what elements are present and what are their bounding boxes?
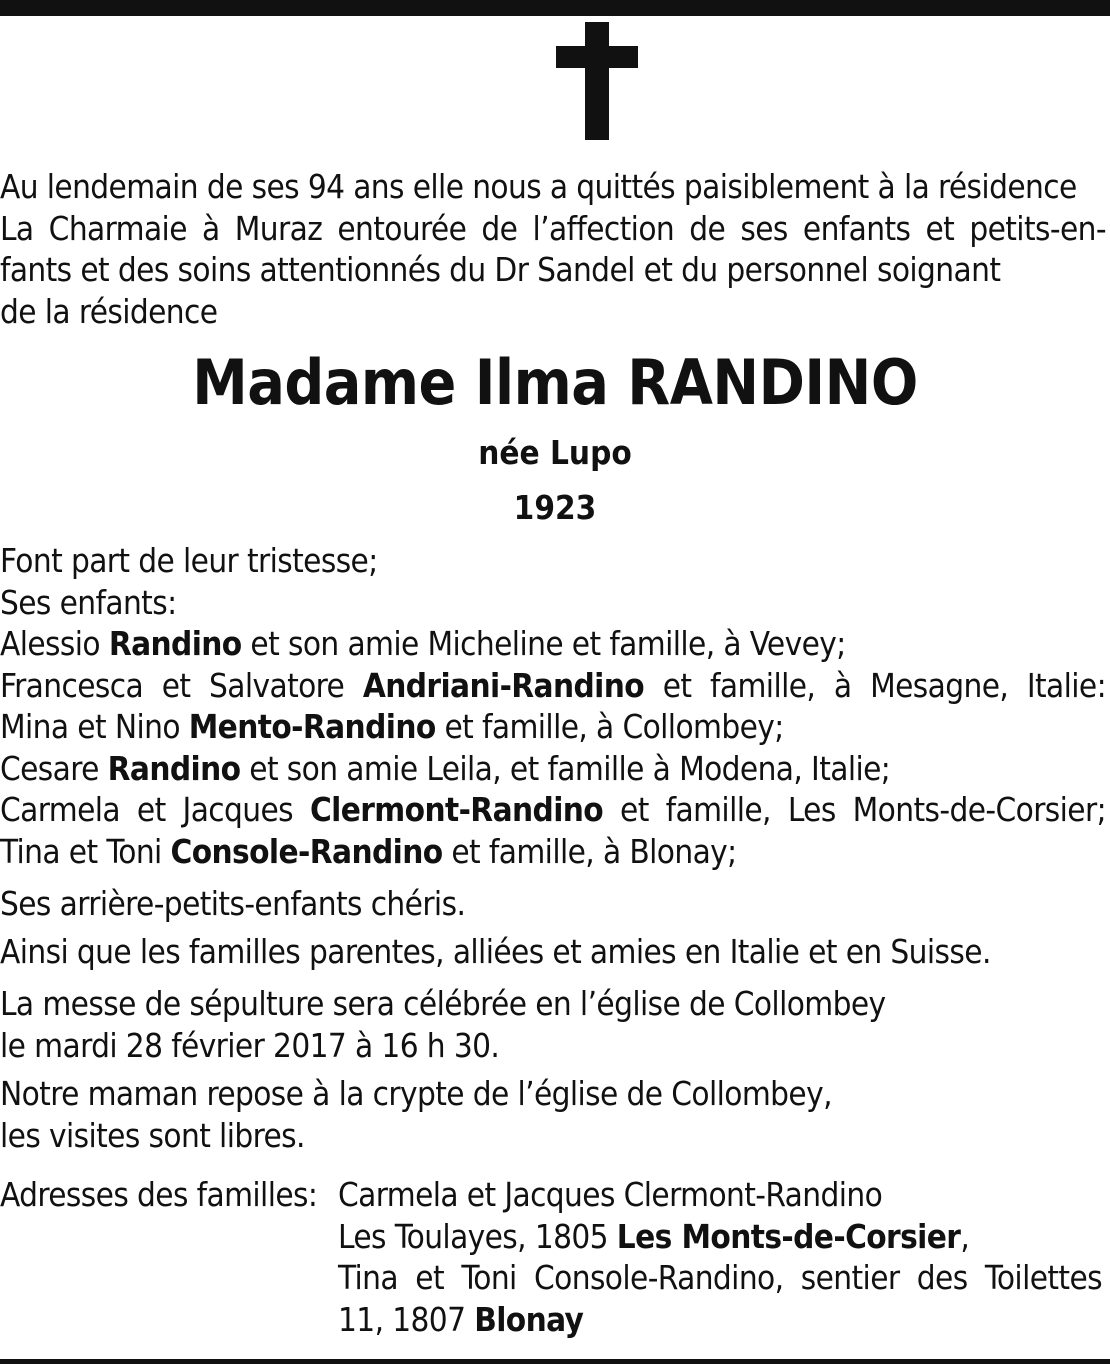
- intro-line: de la résidence: [0, 291, 218, 331]
- intro-paragraph: [0, 166, 1106, 332]
- relatives-line: Ainsi que les familles parentes, alliées et amies en Italie et en Suisse.: [0, 932, 991, 971]
- cross-icon: [556, 22, 638, 140]
- address-line: Les Toulayes, 1805 Les Monts-de-Corsier,: [338, 1216, 970, 1256]
- rest-line: les visites sont libres.: [0, 1115, 305, 1155]
- address-line: Carmela et Jacques Clermont-Randino: [338, 1175, 883, 1214]
- child-entry: Tina et Toni Console-Randino et famille, à Blonay;: [0, 831, 737, 871]
- rest-paragraph: [0, 1073, 1106, 1156]
- mass-paragraph: [0, 983, 1106, 1066]
- great-grandchildren-line: Ses arrière-petits-enfants chéris.: [0, 884, 466, 923]
- birth-year: 1923: [513, 488, 597, 527]
- mass-line: La messe de sépulture sera célébrée en l’église de Collombey: [0, 984, 886, 1023]
- addresses-block: [338, 1174, 1102, 1340]
- intro-line: Au lendemain de ses 94 ans elle nous a quittés paisiblement à la résidence: [0, 167, 1077, 206]
- address-line: 11, 1807 Blonay: [338, 1299, 584, 1339]
- family-intro-line: Font part de leur tristesse;: [0, 541, 378, 580]
- child-entry: Mina et Nino Mento-Randino et famille, à Collombey;: [0, 707, 784, 746]
- intro-line: fants et des soins attentionnés du Dr Sandel et du personnel soignant: [0, 250, 1001, 289]
- maiden-name: née Lupo: [478, 433, 632, 472]
- address-line: Tina et Toni Console-Randino, sentier des Toilettes: [338, 1258, 1102, 1297]
- top-rule: [0, 0, 1110, 16]
- child-entry: Cesare Randino et son amie Leila, et famille à Modena, Italie;: [0, 748, 891, 788]
- family-intro-line: Ses enfants:: [0, 582, 177, 622]
- mass-line: le mardi 28 février 2017 à 16 h 30.: [0, 1025, 500, 1065]
- child-entry: Carmela et Jacques Clermont-Randino et famille, Les Monts-de-Corsier;: [0, 790, 1106, 829]
- intro-line: La Charmaie à Muraz entourée de l’affection de ses enfants et petits-en-: [0, 208, 1106, 248]
- bottom-rule: [0, 1359, 1110, 1364]
- deceased-name: Madame Ilma RANDINO: [192, 346, 918, 419]
- rest-line: Notre maman repose à la crypte de l’église de Collombey,: [0, 1074, 832, 1113]
- addresses-label: Adresses des familles:: [0, 1175, 318, 1214]
- child-entry: Alessio Randino et son amie Micheline et famille, à Vevey;: [0, 624, 846, 663]
- child-entry: Francesca et Salvatore Andriani-Randino et famille, à Mesagne, Italie:: [0, 665, 1106, 705]
- family-section: [0, 540, 1106, 872]
